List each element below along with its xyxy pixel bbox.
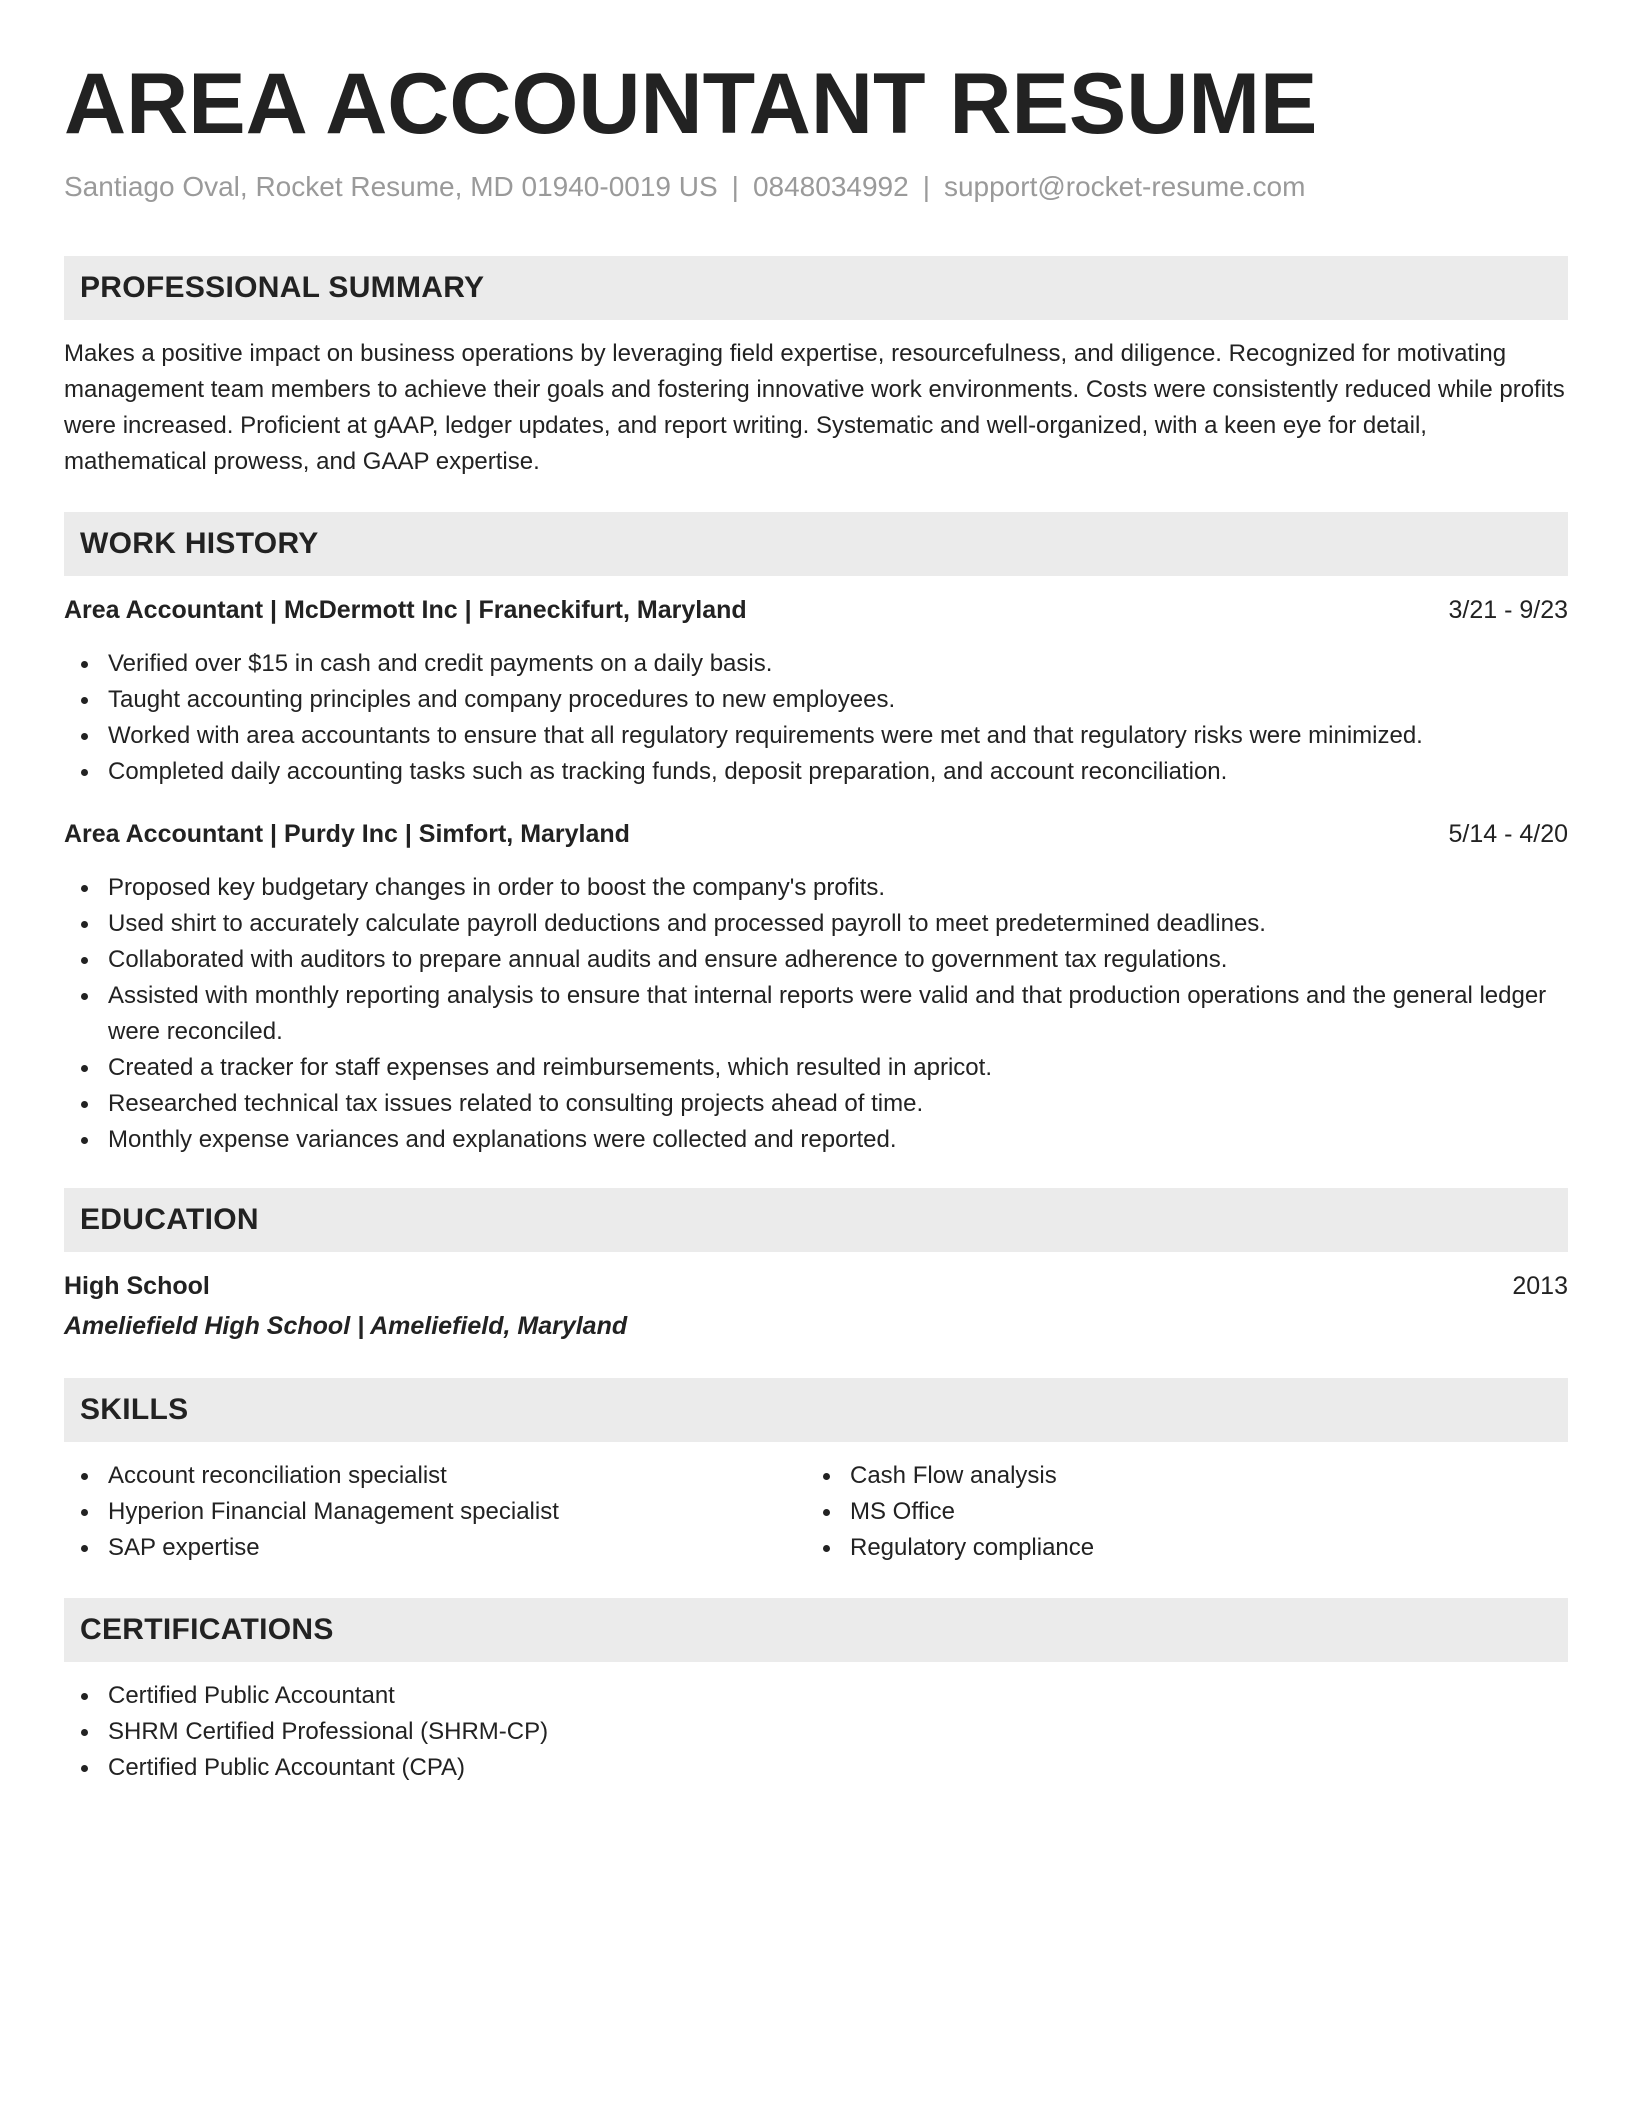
section-header-work-history [64,512,1568,576]
section-header-summary [64,256,1568,320]
list-item: Regulatory compliance [806,1530,1548,1566]
skills-grid [64,1458,1568,1566]
skills-column-left [64,1458,806,1566]
contact-phone: 0848034992 [752,171,909,202]
section-header-certifications [64,1598,1568,1662]
list-item: Account reconciliation specialist [64,1458,806,1494]
list-item: SAP expertise [64,1530,806,1566]
section-title: SKILLS [80,1393,189,1426]
education-year: 2013 [1512,1272,1568,1300]
list-item: Certified Public Accountant [64,1678,1568,1714]
job-bullet-list [64,646,1568,790]
list-item: Created a tracker for staff expenses and reimbursements, which resulted in apricot. [64,1050,1568,1086]
contact-separator: | [731,171,739,202]
section-title: EDUCATION [80,1203,259,1236]
list-item: Collaborated with auditors to prepare annual audits and ensure adherence to government tax regulations. [64,942,1568,978]
education-entry-header [64,1268,1568,1304]
section-title: WORK HISTORY [80,527,319,560]
list-item: Proposed key budgetary changes in order to boost the company's profits. [64,870,1568,906]
list-item: Used shirt to accurately calculate payroll deductions and processed payroll to meet predetermined deadlines. [64,906,1568,942]
certifications-list [64,1678,1568,1786]
job-entry-header [64,592,1568,628]
list-item: Taught accounting principles and company procedures to new employees. [64,682,1568,718]
list-item: Assisted with monthly reporting analysis to ensure that internal reports were valid and that production operations and the general ledger were reconciled. [64,978,1568,1050]
resume-title: AREA ACCOUNTANT RESUME [64,56,1318,152]
job-dates: 5/14 - 4/20 [1448,820,1568,848]
job-dates: 3/21 - 9/23 [1448,596,1568,624]
job-title: Area Accountant | McDermott Inc | Franeckifurt, Maryland [64,596,747,624]
job-title: Area Accountant | Purdy Inc | Simfort, Maryland [64,820,630,848]
list-item: Verified over $15 in cash and credit payments on a daily basis. [64,646,1568,682]
job-entry-header [64,816,1568,852]
list-item: MS Office [806,1494,1548,1530]
list-item: Researched technical tax issues related to consulting projects ahead of time. [64,1086,1568,1122]
section-title: PROFESSIONAL SUMMARY [80,271,485,304]
contact-address: Santiago Oval, Rocket Resume, MD 01940-0019 US [64,171,718,202]
contact-separator: | [922,171,930,202]
list-item: Cash Flow analysis [806,1458,1548,1494]
section-header-skills [64,1378,1568,1442]
list-item: Completed daily accounting tasks such as tracking funds, deposit preparation, and account reconciliation. [64,754,1568,790]
list-item: Certified Public Accountant (CPA) [64,1750,1568,1786]
education-school: Ameliefield High School | Ameliefield, Maryland [64,1312,628,1340]
contact-email[interactable]: support@rocket-resume.com [943,171,1306,202]
list-item: Monthly expense variances and explanations were collected and reported. [64,1122,1568,1158]
section-title: CERTIFICATIONS [80,1613,334,1646]
education-degree: High School [64,1272,210,1300]
summary-text: Makes a positive impact on business operations by leveraging field expertise, resourcefulness, and diligence. Recognized for motivating management team members to achieve their goals and fostering innovative work environments. Costs were consistently reduced while profits were increased. Proficient at gAAP, ledger updates, and report writing. Systematic and well-organized, with a keen eye for detail, mathematical prowess, and GAAP expertise. [64,340,1565,475]
job-bullet-list [64,870,1568,1158]
section-header-education [64,1188,1568,1252]
skills-column-right [806,1458,1548,1566]
list-item: Worked with area accountants to ensure that all regulatory requirements were met and that regulatory risks were minimized. [64,718,1568,754]
contact-line [64,170,1568,204]
list-item: SHRM Certified Professional (SHRM-CP) [64,1714,1568,1750]
list-item: Hyperion Financial Management specialist [64,1494,806,1530]
